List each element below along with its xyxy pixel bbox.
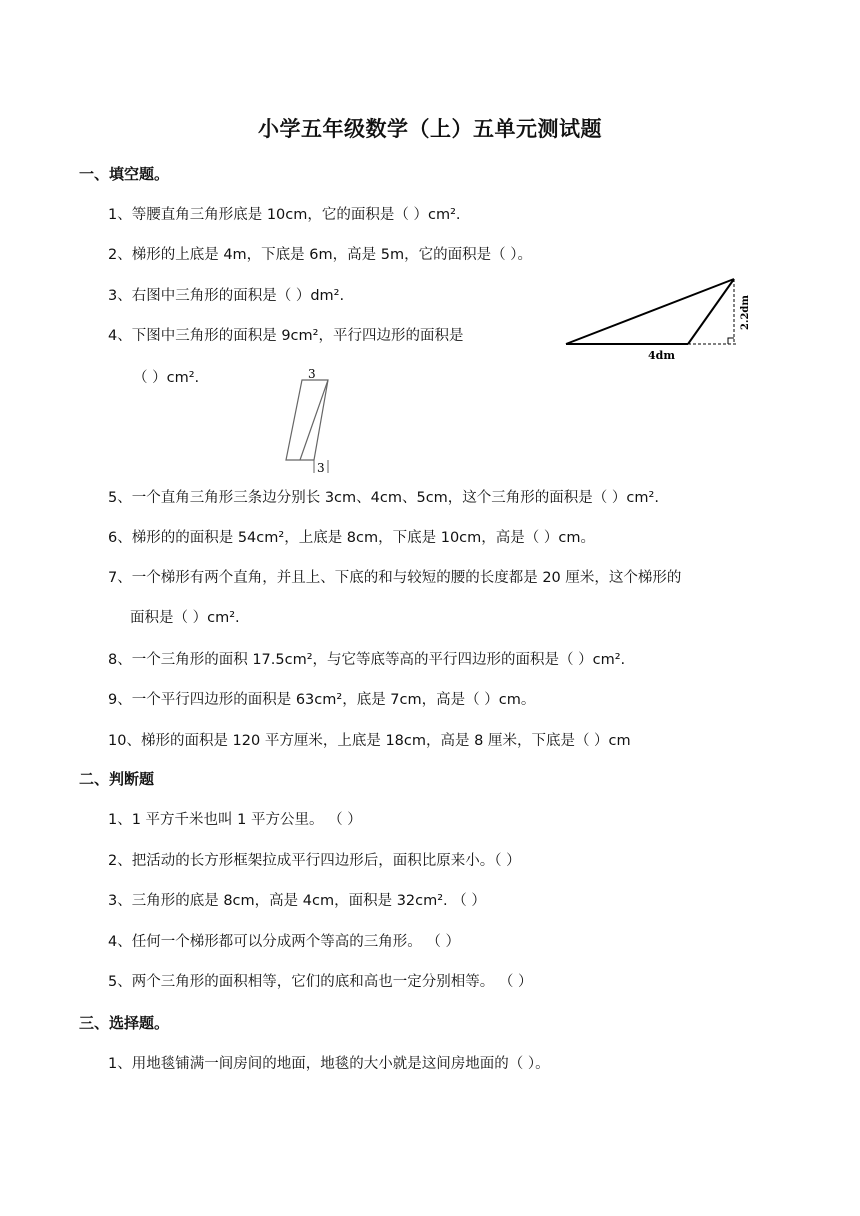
triangle-diagram [560, 272, 780, 367]
fill-question-5: 5、一个直角三角形三条边分别长 3cm、4cm、5cm，这个三角形的面积是（ ）cm². [108, 490, 659, 506]
parallelogram-figure [276, 362, 346, 481]
fill-question-1: 1、等腰直角三角形底是 10cm，它的面积是（ ）cm². [108, 207, 461, 223]
parallelogram-bottom-label: 3 [317, 461, 325, 475]
fill-question-9: 9、一个平行四边形的面积是 63cm²，底是 7cm，高是（ ）cm。 [108, 692, 536, 708]
fill-question-7-continuation: 面积是（ ）cm². [130, 610, 240, 626]
fill-question-3: 3、右图中三角形的面积是（ ）dm². [108, 288, 345, 304]
judge-question-4: 4、任何一个梯形都可以分成两个等高的三角形。 （ ） [108, 934, 460, 950]
fill-question-4-continuation: （ ）cm². [133, 370, 200, 386]
judge-question-2: 2、把活动的长方形框架拉成平行四边形后，面积比原来小。（ ） [108, 853, 521, 869]
fill-question-10: 10、梯形的面积是 120 平方厘米，上底是 18cm，高是 8 厘米，下底是（ ）cm [108, 733, 631, 749]
triangle-height-label: 2.2dm [740, 295, 751, 330]
choice-question-1: 1、用地毯铺满一间房间的地面，地毯的大小就是这间房地面的（ ）。 [108, 1056, 550, 1072]
triangle-base-label: 4dm [648, 349, 675, 362]
section-heading-true-false: 二、判断题 [79, 770, 155, 788]
triangle-figure [560, 272, 780, 371]
fill-question-7: 7、一个梯形有两个直角，并且上、下底的和与较短的腰的长度都是 20 厘米，这个梯形的 [108, 570, 682, 586]
fill-question-8: 8、一个三角形的面积 17.5cm²，与它等底等高的平行四边形的面积是（ ）cm². [108, 652, 626, 668]
page-title: 小学五年级数学（上）五单元测试题 [258, 117, 602, 141]
fill-question-2: 2、梯形的上底是 4m，下底是 6m，高是 5m，它的面积是（ ）。 [108, 247, 532, 263]
parallelogram-top-label: 3 [308, 367, 316, 381]
fill-question-4: 4、下图中三角形的面积是 9cm²，平行四边形的面积是 [108, 328, 464, 344]
fill-question-6: 6、梯形的的面积是 54cm²，上底是 8cm，下底是 10cm，高是（ ）cm。 [108, 530, 595, 546]
judge-question-1: 1、1 平方千米也叫 1 平方公里。 （ ） [108, 812, 362, 828]
judge-question-3: 3、三角形的底是 8cm，高是 4cm，面积是 32cm². （ ） [108, 893, 486, 909]
parallelogram-diagram [276, 362, 346, 477]
section-heading-fill-in: 一、填空题。 [79, 165, 170, 183]
judge-question-5: 5、两个三角形的面积相等，它们的底和高也一定分别相等。 （ ） [108, 974, 533, 990]
section-heading-multiple-choice: 三、选择题。 [79, 1014, 170, 1032]
